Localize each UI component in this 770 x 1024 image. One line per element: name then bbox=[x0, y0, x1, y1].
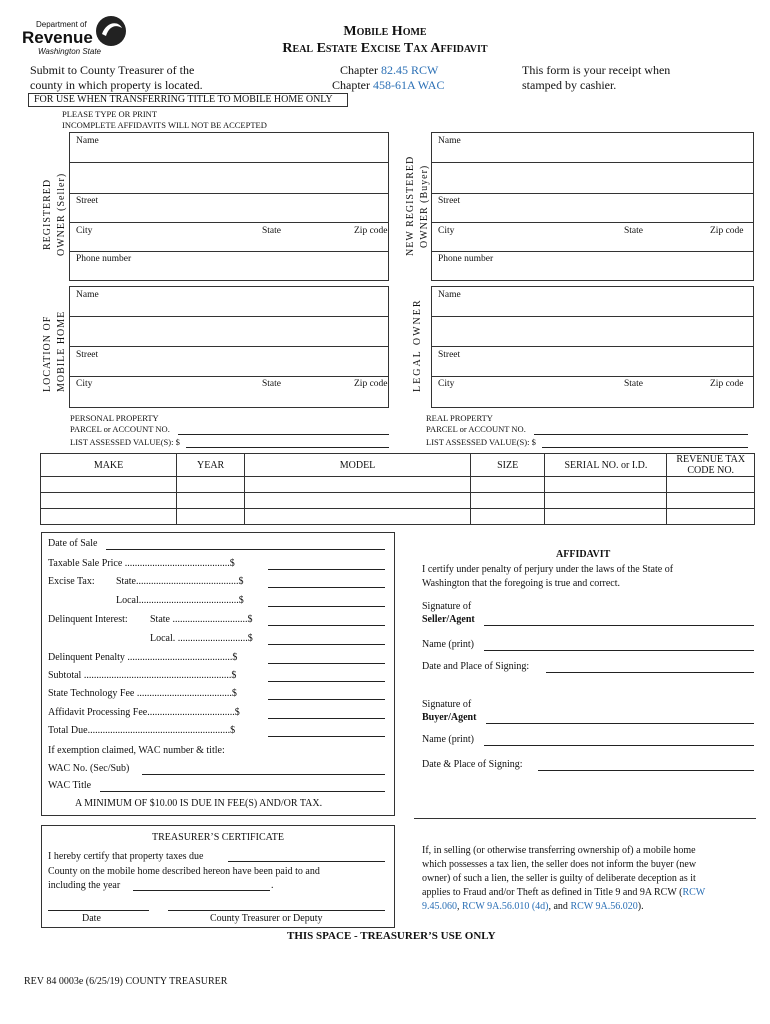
buyer-agent-label: Buyer/Agent bbox=[422, 712, 477, 723]
affidavit-certify-1: I certify under penalty of perjury under the laws of the State of bbox=[422, 564, 674, 575]
header-tax-code: REVENUE TAX CODE NO. bbox=[667, 454, 755, 477]
legal-name-label: Name bbox=[438, 290, 461, 300]
treasurer-year-field[interactable] bbox=[133, 890, 270, 891]
notice-line2: which possesses a tax lien, the seller does not inform the buyer (new bbox=[422, 859, 697, 870]
use-banner-text: FOR USE WHEN TRANSFERRING TITLE TO MOBILE HOME ONLY bbox=[34, 94, 333, 105]
title-line2: Real Estate Excise Tax Affidavit bbox=[282, 41, 488, 56]
date-of-sale-field[interactable] bbox=[106, 549, 385, 550]
personal-parcel-field[interactable] bbox=[178, 434, 389, 435]
buyer-date-place-label: Date & Place of Signing: bbox=[422, 759, 523, 770]
delinquent-state-field[interactable] bbox=[268, 625, 385, 626]
affidavit-title: AFFIDAVIT bbox=[556, 549, 611, 560]
logo-line1: Department of bbox=[36, 20, 87, 29]
buyer-city-label: City bbox=[438, 226, 455, 236]
chapter-wac bbox=[332, 78, 444, 93]
location-box bbox=[69, 286, 389, 408]
header-size: SIZE bbox=[470, 454, 545, 477]
notice-line4: applies to Fraud and/or Theft as defined in Title 9 and 9A RCW (RCW bbox=[422, 887, 706, 898]
header-serial: SERIAL NO. or I.D. bbox=[545, 454, 667, 477]
form-number: REV 84 0003e (6/25/19) COUNTY TREASURER bbox=[24, 976, 228, 987]
section-divider bbox=[414, 818, 756, 819]
submit-line2: county in which property is located. bbox=[30, 78, 203, 92]
buyer-phone-label: Phone number bbox=[438, 254, 494, 264]
treasurer-county-label: County Treasurer or Deputy bbox=[210, 913, 323, 924]
location-name-label: Name bbox=[76, 290, 99, 300]
legal-street-label: Street bbox=[438, 350, 461, 360]
mobile-home-table bbox=[40, 453, 755, 525]
treasurer-sig-field[interactable] bbox=[168, 910, 385, 911]
seller-name-label: Name bbox=[76, 136, 99, 146]
minimum-notice: A MINIMUM OF $10.00 IS DUE IN FEE(S) AND/OR TAX. bbox=[75, 798, 323, 809]
seller-date-place-field[interactable] bbox=[546, 672, 754, 673]
total-due-label: Total Due.........................................................$ bbox=[48, 725, 236, 736]
excise-state-label: State.........................................$ bbox=[116, 576, 244, 587]
fraud-notice bbox=[422, 844, 757, 914]
treasurer-line3: including the year bbox=[48, 880, 121, 891]
legal-owner-box bbox=[431, 286, 754, 408]
seller-city-label: City bbox=[76, 226, 93, 236]
table-row[interactable] bbox=[41, 509, 755, 525]
excise-state-field[interactable] bbox=[268, 587, 385, 588]
delinquent-penalty-field[interactable] bbox=[268, 663, 385, 664]
taxable-price-label: Taxable Sale Price ..........................................$ bbox=[48, 558, 235, 569]
date-of-sale-label: Date of Sale bbox=[48, 538, 98, 549]
rcw-9a-56-020-link[interactable]: RCW 9A.56.020 bbox=[570, 901, 638, 912]
seller-state-label: State bbox=[262, 226, 281, 236]
affidavit-certify-2: Washington that the foregoing is true and correct. bbox=[422, 578, 621, 589]
treasurer-county-field[interactable] bbox=[228, 861, 385, 862]
subtotal-label: Subtotal ...........................................................$ bbox=[48, 670, 237, 681]
seller-signature-field[interactable] bbox=[484, 625, 754, 626]
treasurer-date-label: Date bbox=[82, 913, 101, 924]
seller-street-label: Street bbox=[76, 196, 99, 206]
personal-assessed-label: LIST ASSESSED VALUE(S): $ bbox=[70, 437, 180, 447]
dor-logo bbox=[22, 14, 132, 60]
notice-line5: 9.45.060, RCW 9A.56.010 (4d), and RCW 9A.56.020). bbox=[422, 901, 644, 912]
tech-fee-field[interactable] bbox=[268, 699, 385, 700]
notice-line1: If, in selling (or otherwise transferring ownership of) a mobile home bbox=[422, 845, 696, 856]
treasurer-title: TREASURER’S CERTIFICATE bbox=[152, 832, 284, 843]
chapter-rcw bbox=[340, 63, 438, 78]
logo-swoosh-icon bbox=[94, 14, 128, 48]
exemption-label: If exemption claimed, WAC number & title: bbox=[48, 745, 225, 756]
buyer-name-label: Name bbox=[438, 136, 461, 146]
treasurer-date-field[interactable] bbox=[48, 910, 149, 911]
buyer-sig-of: Signature of bbox=[422, 699, 472, 710]
buyer-state-label: State bbox=[624, 226, 643, 236]
tech-fee-label: State Technology Fee ......................................$ bbox=[48, 688, 237, 699]
buyer-date-place-field[interactable] bbox=[538, 770, 754, 771]
title-line1: Mobile Home bbox=[343, 24, 427, 39]
receipt-line1: This form is your receipt when bbox=[522, 63, 671, 77]
rcw-9a-56-010-link[interactable]: RCW 9A.56.010 (4d) bbox=[462, 901, 549, 912]
location-street-label: Street bbox=[76, 350, 99, 360]
excise-local-field[interactable] bbox=[268, 606, 385, 607]
seller-sig-of: Signature of bbox=[422, 601, 472, 612]
real-parcel-field[interactable] bbox=[534, 434, 748, 435]
incomplete-notice: INCOMPLETE AFFIDAVITS WILL NOT BE ACCEPTED bbox=[62, 120, 267, 130]
header-make: MAKE bbox=[41, 454, 177, 477]
processing-fee-label: Affidavit Processing Fee...................................$ bbox=[48, 707, 240, 718]
seller-zip-label: Zip code bbox=[354, 226, 388, 236]
seller-date-place-label: Date and Place of Signing: bbox=[422, 661, 530, 672]
delinquent-local-label: Local. ............................$ bbox=[150, 633, 253, 644]
wac-458-61a-link[interactable]: 458-61A WAC bbox=[373, 78, 445, 92]
real-assessed-label: LIST ASSESSED VALUE(S): $ bbox=[426, 437, 536, 447]
legal-owner-label: LEGAL OWNER bbox=[412, 298, 423, 392]
location-zip-label: Zip code bbox=[354, 379, 388, 389]
taxable-price-field[interactable] bbox=[268, 569, 385, 570]
delinquent-interest-label: Delinquent Interest: bbox=[48, 614, 128, 625]
buyer-name-print-field[interactable] bbox=[484, 745, 754, 746]
excise-local-label: Local........................................$ bbox=[116, 595, 244, 606]
logo-line3: Washington State bbox=[38, 47, 102, 56]
seller-agent-label: Seller/Agent bbox=[422, 614, 475, 625]
chapter2-prefix: Chapter bbox=[332, 78, 373, 92]
wac-title-label: WAC Title bbox=[48, 780, 92, 791]
delinquent-state-label: State ..............................$ bbox=[150, 614, 253, 625]
real-assessed-field[interactable] bbox=[542, 447, 748, 448]
seller-name-print-label: Name (print) bbox=[422, 639, 474, 650]
legal-state-label: State bbox=[624, 379, 643, 389]
personal-parcel-label: PARCEL or ACCOUNT NO. bbox=[70, 424, 170, 434]
buyer-label-2: OWNER (Buyer) bbox=[419, 164, 430, 248]
buyer-street-label: Street bbox=[438, 196, 461, 206]
excise-tax-label: Excise Tax: bbox=[48, 576, 95, 587]
personal-property-label: PERSONAL PROPERTY bbox=[70, 413, 159, 423]
location-state-label: State bbox=[262, 379, 281, 389]
treasurer-line2: County on the mobile home described hereon have been paid to and bbox=[48, 866, 320, 877]
wac-no-label: WAC No. (Sec/Sub) bbox=[48, 763, 130, 774]
location-city-label: City bbox=[76, 379, 93, 389]
header-year: YEAR bbox=[177, 454, 245, 477]
location-label-1: LOCATION OF bbox=[42, 315, 53, 392]
wac-title-field[interactable] bbox=[100, 791, 385, 792]
buyer-signature-field[interactable] bbox=[486, 723, 754, 724]
legal-zip-label: Zip code bbox=[710, 379, 744, 389]
table-row[interactable] bbox=[41, 477, 755, 493]
treasurer-use-only: THIS SPACE - TREASURER’S USE ONLY bbox=[287, 930, 496, 942]
receipt-line2: stamped by cashier. bbox=[522, 78, 617, 92]
logo-line2: Revenue bbox=[22, 28, 93, 47]
rcw-82-45-link[interactable]: 82.45 RCW bbox=[381, 63, 439, 77]
chapter1-prefix: Chapter bbox=[340, 63, 381, 77]
subtotal-field[interactable] bbox=[268, 681, 385, 682]
total-due-field[interactable] bbox=[268, 736, 385, 737]
submit-line1: Submit to County Treasurer of the bbox=[30, 63, 195, 77]
seller-label-2: OWNER (Seller) bbox=[56, 172, 67, 256]
rcw-link[interactable]: RCW bbox=[682, 887, 706, 898]
seller-phone-label: Phone number bbox=[76, 254, 132, 264]
notice-line3: owner) of such a lien, the seller is guilty of deliberate deception as it bbox=[422, 873, 696, 884]
seller-name-print-field[interactable] bbox=[484, 650, 754, 651]
treasurer-line3-end: . bbox=[271, 880, 274, 891]
treasurer-line1: I hereby certify that property taxes due bbox=[48, 851, 204, 862]
legal-city-label: City bbox=[438, 379, 455, 389]
personal-assessed-field[interactable] bbox=[186, 447, 389, 448]
buyer-label-1: NEW REGISTERED bbox=[405, 155, 416, 256]
wac-no-field[interactable] bbox=[142, 774, 385, 775]
location-label-2: MOBILE HOME bbox=[56, 310, 67, 392]
header-model: MODEL bbox=[245, 454, 471, 477]
table-row[interactable] bbox=[41, 493, 755, 509]
rcw-9-45-060-link[interactable]: 9.45.060 bbox=[422, 901, 457, 912]
seller-label-1: REGISTERED bbox=[42, 178, 53, 250]
real-property-label: REAL PROPERTY bbox=[426, 413, 493, 423]
buyer-name-print-label: Name (print) bbox=[422, 734, 474, 745]
delinquent-local-field[interactable] bbox=[268, 644, 385, 645]
delinquent-penalty-label: Delinquent Penalty ..........................................$ bbox=[48, 652, 238, 663]
type-print: PLEASE TYPE OR PRINT bbox=[62, 109, 158, 119]
buyer-zip-label: Zip code bbox=[710, 226, 744, 236]
real-parcel-label: PARCEL or ACCOUNT NO. bbox=[426, 424, 526, 434]
processing-fee-field[interactable] bbox=[268, 718, 385, 719]
